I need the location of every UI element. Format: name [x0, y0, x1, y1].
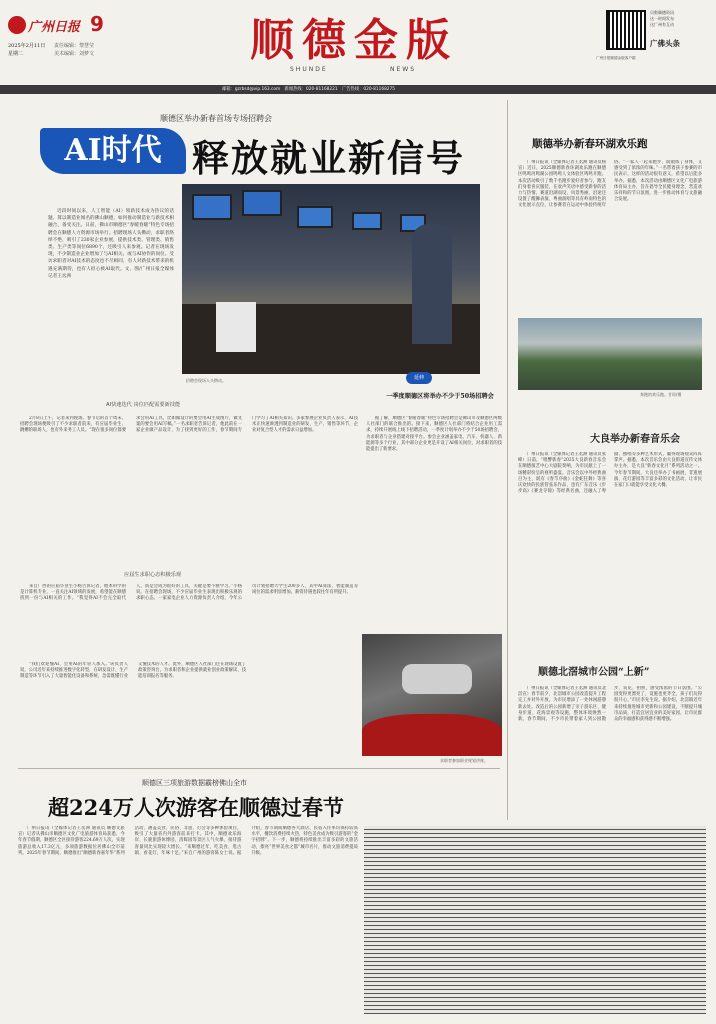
- screen-shape: [192, 194, 232, 220]
- contact-bar: [0, 85, 716, 94]
- continue-badge: [406, 372, 432, 384]
- section-subtitle-right: NEWS: [390, 66, 417, 73]
- continue-label: 延伸: [413, 375, 424, 381]
- advertisement-block: [364, 826, 706, 1014]
- story2-headline: 大良举办新春音乐会: [590, 434, 680, 445]
- screen-shape: [352, 212, 382, 230]
- story1-text: [518, 160, 702, 312]
- jobfair-photo: [182, 184, 480, 374]
- sub1-text: [20, 416, 358, 502]
- person-shape: [412, 224, 452, 344]
- lead-headline: 释放就业新信号: [192, 136, 465, 180]
- header-taglines: [650, 10, 674, 28]
- tagline-2: 这一时间发布: [650, 16, 674, 21]
- newspaper-logo-icon: [8, 16, 26, 34]
- newspaper-logo: 广州日报: [28, 20, 81, 35]
- sub2-text-2: [20, 662, 246, 752]
- masthead-left: [8, 10, 108, 60]
- story3-text: [518, 686, 702, 816]
- contact-info: 邮箱：gzrbsd@vip.163.com 新闻热线：020-81168221 广告热线：020-81168275: [222, 87, 396, 92]
- side-headline: 一季度顺德区将举办不少于50场招聘会: [386, 393, 494, 400]
- lead-kicker: 顺德区举办新春首场专场招聘会: [160, 114, 272, 123]
- page-number: 9: [90, 12, 104, 36]
- divider: [18, 768, 500, 769]
- story2-text-body: 广州日报讯（全媒体记者王丞洲 通讯员张峰）日前，“唱響新春”2025大良新春音乐会在顺德演艺中心大剧院奏响，为市民献上了一场精彩纷呈的视听盛宴。音乐会以中外经典曲目为主，既有《春节序曲》《金蛇狂舞》等喜庆欢快的民族管弦乐作品，也有广东音乐《步步高》《赛龙夺锦》等经典名曲，还融入了粤剧、独唱等多种艺术形式，赢得现场观众阵阵掌声。据悉，本次音乐会由大良街道宣传文体办主办，是大良“新春文化月”系列活动之一。今年春节期间，大良还举办了书画展、非遗展演、花灯游园等丰富多彩的文化活动，让市民在家门口就能享受文化大餐。: [518, 452, 702, 495]
- qr-caption: 广州日报顺德金版客户端: [596, 56, 636, 60]
- issue-weekday: 星期二: [8, 51, 24, 57]
- booth-shape: [216, 302, 256, 352]
- story3-text-body: 广州日报讯（全媒体记者王丞洲 通讯员北滘宣）春节前夕，北滘城市公园改造提升工程完工并对外开放，为市民增添了一处休闲游憩新去处。改造后的公园新增了亲子游乐区、健身步道、花海景观等设施，整体环境焕然一新。春节期间，不少市民带着家人到公园散步、赏花、拍照，感受浓浓的节日氛围。“公园变得更漂亮了，设施也更齐全，孩子们玩得很开心。”市民李先生说。据介绍，北滘镇近年来持续推进城市更新和公园建设，不断提升城市品质，打造宜居宜业的美好家园，让市民群众的幸福感和获得感不断增强。: [518, 686, 702, 723]
- subhead-2: 应届生求职心态积极乐观: [124, 572, 182, 578]
- account-name: 广佛头条: [650, 39, 680, 48]
- bottom-text-body: 广州日报讯（全媒体记者王丞洲 通讯员 顺德文旅宣）记者从佛山市顺德区文化广电旅游体育局获悉，今年春节假期，顺德区全区接待游客224.69万人次，实现旅游总收入17.3亿元，多项旅游数据位居佛山全市前列。2025年春节期间，顺德推出“顺德新春嘉年华”系列活动，涵盖美食、民俗、非遗、灯会等多种体验项目，吸引了大量省内外游客前来打卡。其中，顺德欢乐海岸、长鹿旅游休博园、清晖园等景区人气火爆，接待游客量同比实现较大增长。“来顺德过年，吃美食、逛古镇、看花灯，年味十足。”来自广州的游客陈女士说。据介绍，春节期间顺德各大酒店、民宿入住率均保持较高水平，餐饮消费持续火热，特色美食成为吸引游客的“金字招牌”。下一步，顺德将持续推出丰富多彩的文旅活动，擦亮“世界美食之都”城市名片，推动文旅消费提质升级。: [18, 826, 358, 856]
- tagline-3: 这广州有互动: [650, 22, 674, 27]
- lead-headline-highlight: AI时代: [64, 133, 162, 168]
- story3-headline: 顺德北滘城市公园“上新”: [538, 667, 650, 678]
- bottom-headline: 超224万人次游客在顺德过春节: [48, 795, 344, 820]
- headline-badge: [40, 128, 186, 174]
- sub2-text2-body: “我们欢迎懂AI、会用AI的年轻人加入。”该负责人说，公司近年来持续推进数字化转型，在研发设计、生产制造等环节引入了大量智能化设备和系统，急需既懂行业又懂技术的人才。此外，顺德区人社部门还在现场设置了政策咨询台，为求职者和企业提供就业创业政策解读、技能培训报名等服务。: [20, 662, 246, 680]
- tagline-1: 贝数顺德资讯: [650, 10, 674, 15]
- side-text: [366, 416, 502, 592]
- editor-credit: 责任编辑：黎慧莹: [54, 43, 95, 49]
- run-photo: [518, 318, 702, 390]
- people-shape: [402, 664, 472, 694]
- screen-shape: [297, 206, 333, 228]
- section-subtitle-left: SHUNDE: [290, 66, 328, 73]
- photo2-caption: 求职者参加职业规划讲座。: [440, 758, 488, 763]
- designer-credit: 美术编辑：刘梦文: [54, 51, 95, 57]
- sub1-text-body: 2月8日上午，记者来到现场。春节后的首个周末，招聘会现场便吸引了不少求职者前来，有应届毕业生、跳槽的职场人，也有外来务工人员。“现在很多岗位都要求会用AI工具，比如做设计的要会用AI生成图片，做文案的要会用AI写稿。”一名求职者告诉记者，他此前在一家企业做产品设计，为了找到更好的工作，春节期间专门学习了AI相关知识。多家参展企业负责人表示，AI技术正快速渗透到制造业的研发、生产、销售等环节，企业对复合型人才的需求日益增加。: [20, 416, 358, 434]
- bottom-kicker: 顺德区三项旅游数据霸榜佛山全市: [142, 779, 247, 787]
- story1-photo-caption: 奔跑的欢乐跑。甘琼/摄: [640, 392, 682, 397]
- subhead-1: AI快速迭代 岗位匹配需要新技能: [106, 402, 181, 408]
- sub2-text: [20, 584, 358, 658]
- photo-caption: 招聘会现场人头攒动。: [186, 378, 226, 383]
- lead-intro: [48, 208, 174, 376]
- side-text-body: 据了解，顺德区“春暖春暖”特色专场招聘会是佛山市及顺德区两级人社部门的联合推出的。接下来，顺德区人社部门将结合企业用工需求，持续开展线上线下招聘活动，一季度计划举办不少于50场招聘会，为求职者与企业搭建对接平台。参会企业涵盖家电、汽车、机器人、新能源等多个行业，其中部分企业更是开设了AI相关岗位，对求职者的技能提出了新要求。: [366, 416, 502, 453]
- lead-intro-text: 近段时间以来，人工智能（AI）领新技术成为热议的话题。算以制造业闻名的佛山顺德，如何推动制造业与新技术相融合，备受关注。日前，佛山市顺德区“春暖春暖”特色专场招聘会在顺德人力资源市场举行。招聘现场人头攒动，求职者络绎不绝，吸引了230家企业参展，提供技术类、管理类、销售类、生产类等岗位6890个，还吸引人来参观。记者在现场发现，不少制造业企业增加了与AI相关、或与AI协作的岗位。受访求职者对AI技术的态度也不尽相同，有人对新技术带来的机遇充满期待，也有人担心被AI取代。文、图/广州日报全媒体记者王丞洲: [48, 209, 174, 279]
- bottom-text: [18, 826, 358, 1014]
- story1-text-body: 广州日报讯（全媒体记者王丞洲 通讯员杨宣）近日，2025顺德新春环湖欢乐跑在顺德区鸣鸣河鸣湖公园鸣鸣人文体验区鸣鸣开跑。本次活动吸引了数千名跑步爱好者参与，跑友们身着喜庆服装，在欢声笑语中感受新春的活力与热情。赛道沿湖而设，风景秀丽，沿途还设置了醒狮表演、粤曲演唱等具有岭南特色的文化展示点位，让参赛者在运动中体验传统年俗。“一家人一起来跑步，既锻炼了身体，又感受到了浓浓的年味。”一名带着孩子参赛的市民表示，这样的活动很有意义，希望以后能多举办。据悉，本次活动由顺德区文化广电旅游体育局主办，旨在倡导全民健身理念，营造欢乐祥和的节日氛围，进一步推动体育与文旅融合发展。: [518, 160, 702, 209]
- sub2-text-body: 来自广西的应届毕业生小杨告诉记者，他本科学的是计算机专业，一直关注AI领域的发展，希望能在顺德找到一份与AI相关的工作。“我觉得AI不会完全取代人，而是会成为很好的工具，关键是要不断学习。”小杨说。在招聘会现场，不少应届毕业生表现出积极乐观的求职心态。一家家电企业人力资源负责人介绍，今年公司计划招聘大学生200多人，其中AI算法、智能制造等岗位的需求明显增加，薪资待遇也较往年有所提升。: [20, 584, 358, 602]
- lecture-photo: [362, 634, 502, 756]
- issue-date: 2025年2月11日: [8, 43, 46, 49]
- column-divider: [507, 100, 508, 820]
- story2-text: [518, 452, 702, 648]
- section-title: 顺德金版: [250, 15, 458, 66]
- screen-shape: [242, 190, 282, 216]
- qr-code-icon: [606, 10, 646, 50]
- story1-headline: 顺德举办新春环湖欢乐跑: [532, 138, 648, 150]
- flowers-shape: [362, 714, 502, 756]
